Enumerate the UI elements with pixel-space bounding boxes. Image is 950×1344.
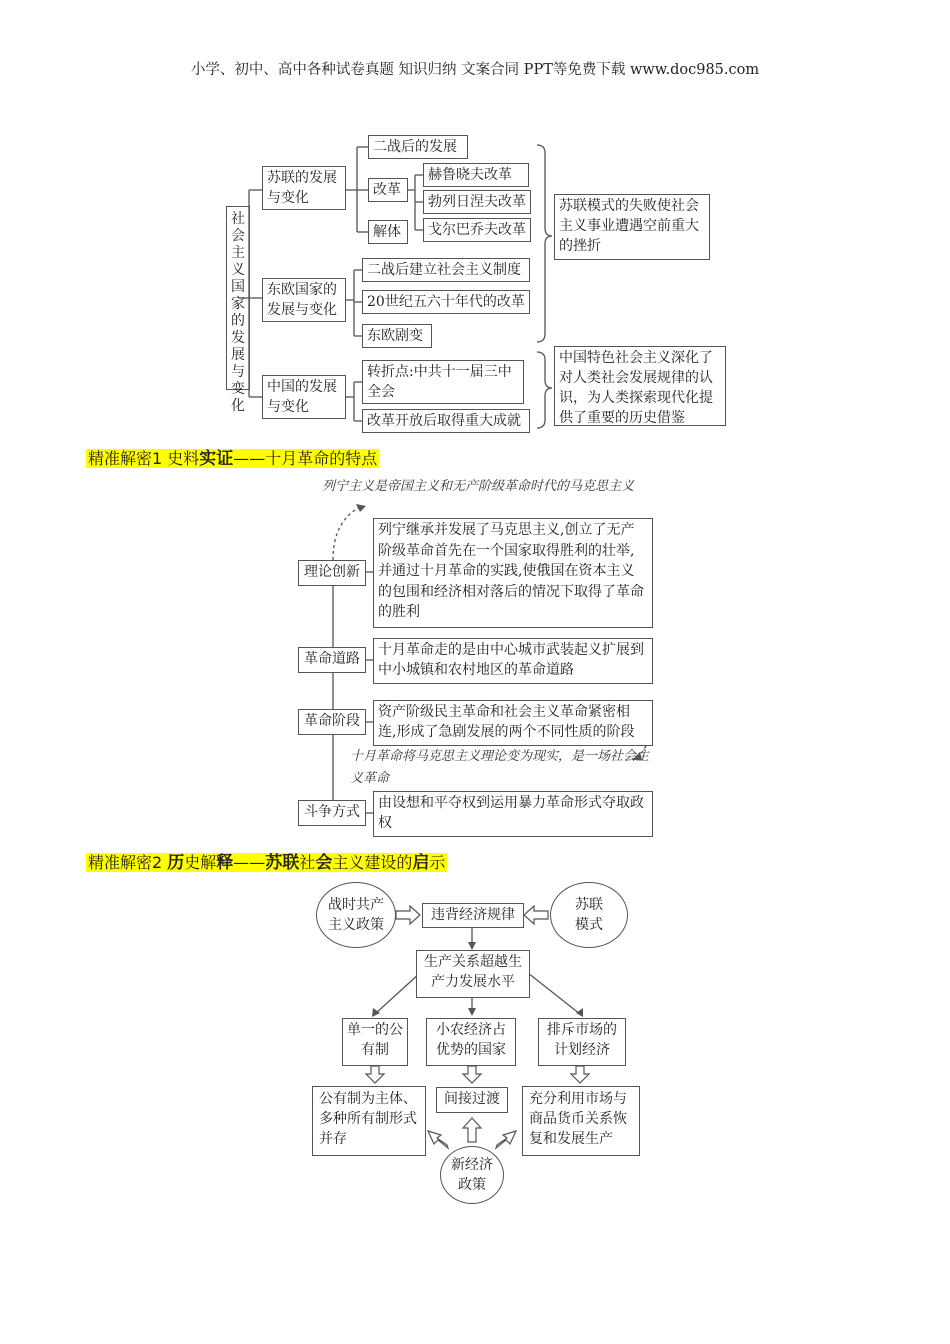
- branch-soviet: 苏联的发展与变化: [262, 166, 346, 210]
- branch-eastern-europe: 东欧国家的发展与变化: [262, 278, 346, 322]
- note-october: 十月革命将马克思主义理论变为现实，是一场社会主义革命: [350, 749, 650, 786]
- text-path: 十月革命走的是由中心城市武装起义扩展到中小城镇和农村地区的革命道路: [373, 638, 653, 684]
- reform-brezhnev: 勃列日涅夫改革: [423, 190, 531, 214]
- label-struggle: 斗争方式: [298, 800, 366, 826]
- label-stage: 革命阶段: [298, 709, 366, 735]
- branch-china: 中国的发展与变化: [262, 375, 346, 419]
- label-path: 革命道路: [298, 647, 366, 673]
- indirect-transition: 间接过渡: [436, 1087, 508, 1113]
- small-peasant-country: 小农经济占优势的国家: [426, 1018, 516, 1066]
- soviet-dissolution: 解体: [368, 220, 408, 244]
- section1-title: 精准解密1 史料实证——十月革命的特点: [88, 449, 378, 469]
- mindmap-root: 社会主义国家的发展与变化: [226, 206, 250, 390]
- single-public-ownership: 单一的公有制: [342, 1018, 408, 1066]
- planned-economy: 排斥市场的计划经济: [538, 1018, 626, 1066]
- conclusion-china: 中国特色社会主义深化了对人类社会发展规律的认识，为人类探索现代化提供了重要的历史借鉴: [554, 346, 726, 426]
- reform-khrushchev: 赫鲁晓夫改革: [423, 163, 529, 187]
- china-item: 转折点:中共十一届三中全会: [362, 360, 524, 404]
- china-item: 改革开放后取得重大成就: [362, 409, 530, 433]
- circle-nep: 新经济政策: [440, 1146, 504, 1204]
- label-theory: 理论创新: [298, 560, 366, 586]
- circle-war-communism: 战时共产主义政策: [316, 882, 396, 948]
- relations-exceed-productivity: 生产关系超越生产力发展水平: [416, 950, 530, 998]
- eastern-europe-item: 20世纪五六十年代的改革: [362, 290, 530, 314]
- text-theory: 列宁继承并发展了马克思主义,创立了无产阶级革命首先在一个国家取得胜利的壮举,并通过十月革命的实践,使俄国在资本主义的包围和经济相对落后的情况下取得了革命的胜利: [373, 518, 653, 628]
- eastern-europe-item: 二战后建立社会主义制度: [362, 258, 530, 282]
- section2-title: 精准解密2 历史解释——苏联社会主义建设的启示: [88, 853, 446, 873]
- circle-soviet-model: 苏联模式: [550, 882, 628, 948]
- mixed-ownership: 公有制为主体、多种所有制形式并存: [312, 1086, 426, 1156]
- conclusion-soviet: 苏联模式的失败使社会主义事业遭遇空前重大的挫折: [554, 194, 710, 260]
- text-struggle: 由设想和平夺权到运用暴力革命形式夺取政权: [373, 791, 653, 837]
- page-header: 小学、初中、高中各种试卷真题 知识归纳 文案合同 PPT等免费下载 www.doc985.com: [190, 62, 760, 78]
- text-stage: 资产阶级民主革命和社会主义革命紧密相连,形成了急剧发展的两个不同性质的阶段: [373, 700, 653, 746]
- use-market: 充分利用市场与商品货币关系恢复和发展生产: [522, 1086, 640, 1156]
- reform-gorbachev: 戈尔巴乔夫改革: [423, 218, 531, 242]
- soviet-postwar: 二战后的发展: [368, 135, 468, 159]
- eastern-europe-item: 东欧剧变: [362, 324, 432, 348]
- note-leninism: 列宁主义是帝国主义和无产阶级革命时代的马克思主义: [322, 479, 635, 494]
- soviet-reform: 改革: [368, 178, 408, 202]
- violate-economic-law: 违背经济规律: [422, 903, 524, 928]
